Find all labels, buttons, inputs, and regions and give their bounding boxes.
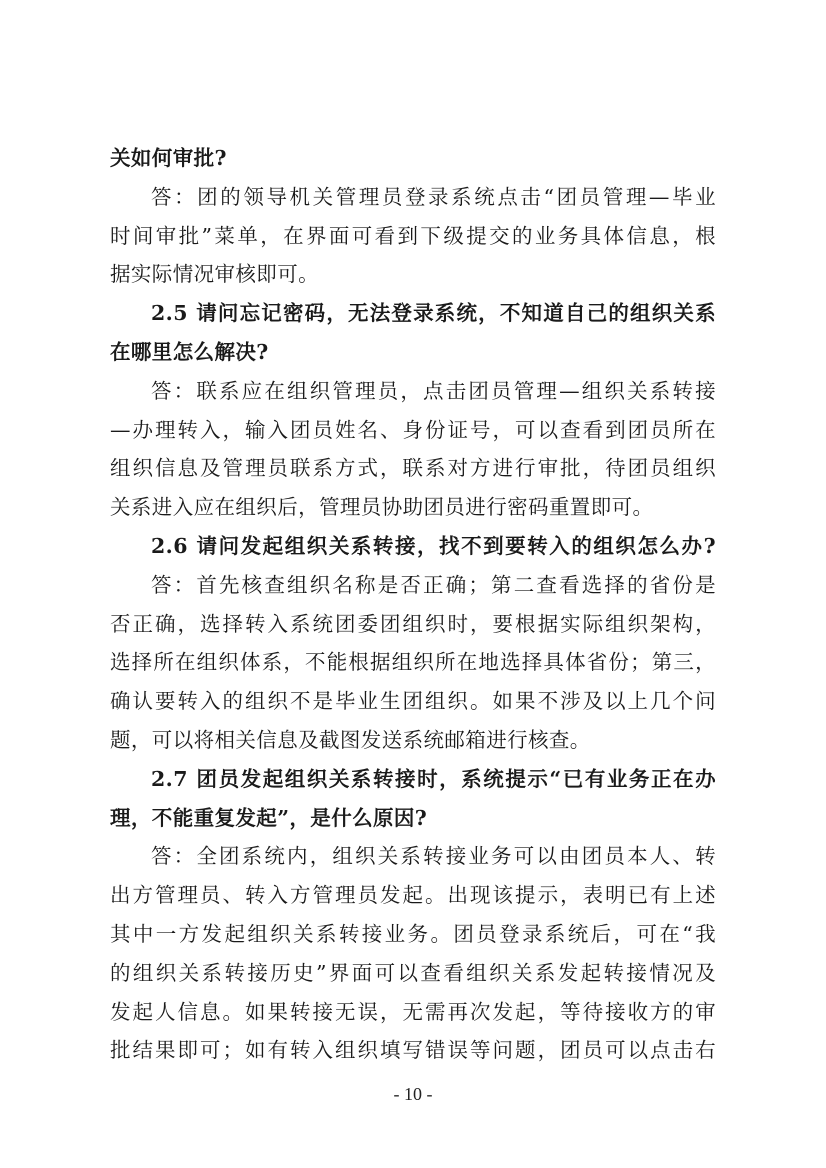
answer-paragraph-line: 答：团的领导机关管理员登录系统点击“团员管理—毕业 — [151, 184, 716, 209]
question-heading: 2.7 团员发起组织关系转接时，系统提示“已有业务正在办 — [151, 766, 716, 791]
question-heading: 在哪里怎么解决? — [110, 339, 269, 364]
answer-paragraph-line: 出方管理员、转入方管理员发起。出现该提示，表明已有上述 — [110, 883, 716, 908]
question-heading: 理，不能重复发起”，是什么原因? — [110, 805, 428, 830]
question-continuation: 关如何审批? — [110, 146, 227, 170]
question-heading: 2.6 请问发起组织关系转接，找不到要转入的组织怎么办? — [151, 533, 716, 558]
answer-paragraph-line: 发起人信息。如果转接无误，无需再次发起，等待接收方的审 — [110, 999, 716, 1024]
answer-paragraph-line: 关系进入应在组织后，管理员协助团员进行密码重置即可。 — [110, 495, 654, 520]
page-number: - 10 - — [393, 1084, 433, 1104]
answer-paragraph-line: 其中一方发起组织关系转接业务。团员登录系统后，可在“我 — [110, 921, 716, 946]
answer-paragraph-line: 答：联系应在组织管理员，点击团员管理—组织关系转接 — [151, 378, 716, 403]
answer-paragraph-line: 题，可以将相关信息及截图发送系统邮箱进行核查。 — [110, 727, 591, 752]
answer-paragraph-line: 确认要转入的组织不是毕业生团组织。如果不涉及以上几个问 — [110, 689, 716, 714]
answer-paragraph-line: 批结果即可；如有转入组织填写错误等问题，团员可以点击右 — [110, 1038, 716, 1063]
answer-paragraph-line: —办理转入，输入团员姓名、身份证号，可以查看到团员所在 — [110, 417, 716, 442]
answer-paragraph-line: 的组织关系转接历史”界面可以查看组织关系发起转接情况及 — [110, 960, 716, 985]
question-heading: 2.5 请问忘记密码，无法登录系统，不知道自己的组织关系 — [151, 301, 716, 326]
answer-paragraph-line: 答：全团系统内，组织关系转接业务可以由团员本人、转 — [151, 844, 716, 869]
answer-paragraph-line: 答：首先核查组织名称是否正确；第二查看选择的省份是 — [151, 572, 716, 597]
answer-paragraph-line: 否正确，选择转入系统团委团组织时，要根据实际组织架构， — [110, 611, 716, 636]
answer-paragraph-line: 选择所在组织体系，不能根据组织所在地选择具体省份；第三， — [110, 650, 716, 675]
document-body — [110, 139, 716, 1070]
answer-paragraph-line: 据实际情况审核即可。 — [110, 262, 319, 287]
answer-paragraph-line: 时间审批”菜单，在界面可看到下级提交的业务具体信息，根 — [110, 223, 716, 248]
answer-paragraph-line: 组织信息及管理员联系方式，联系对方进行审批，待团员组织 — [110, 456, 716, 481]
